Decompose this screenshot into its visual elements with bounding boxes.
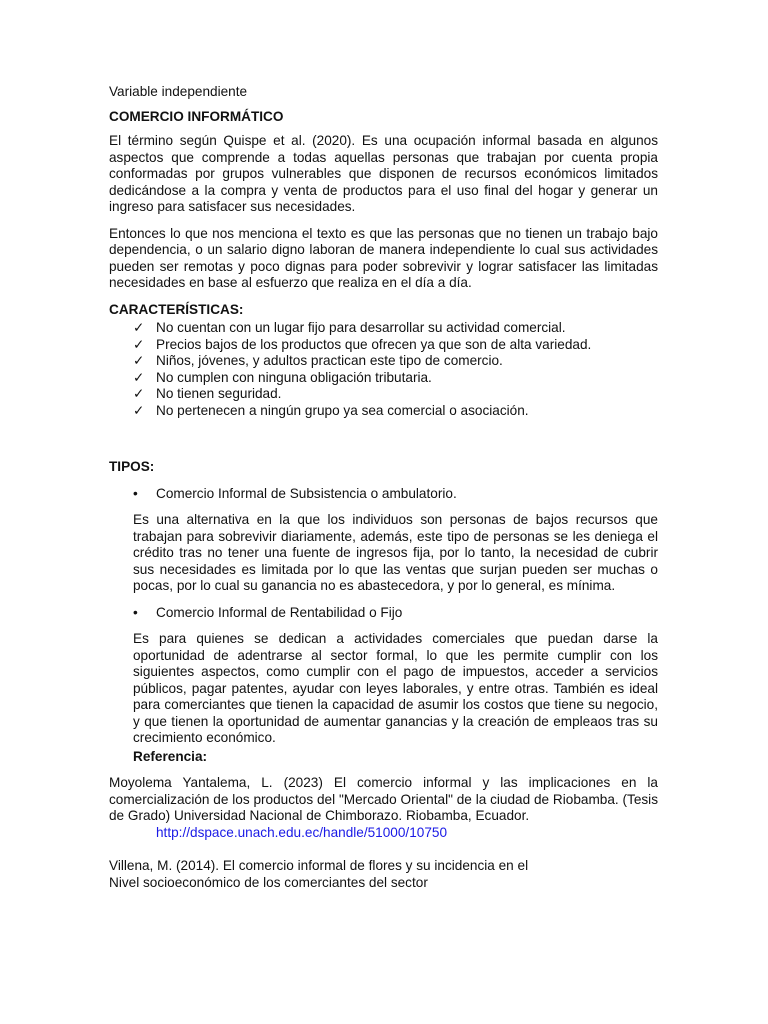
- check-icon: ✓: [133, 369, 145, 385]
- type2-title: • Comercio Informal de Rentabilidad o Fijo: [133, 604, 403, 620]
- list-item: ✓ No tienen seguridad.: [133, 386, 282, 401]
- list-item: ✓ Niños, jóvenes, y adultos practican este tipo de comercio.: [133, 353, 503, 368]
- type1-title: • Comercio Informal de Subsistencia o ambulatorio.: [133, 485, 457, 501]
- type2-description: Es para quienes se dedican a actividades comerciales que puedan darse la oportunidad de adentrarse al sector formal, lo que les permite cumplir con los siguientes aspectos, como cumplir con el pago de impuestos, acceder a servicios públicos, pagar patentes, ayudar con leyes laborales, y entre otras. También es ideal para comerciantes que tienen la capacidad de asumir los costos que tiene su negocio, y que tienen la oportunidad de aumentar ganancias y la creación de empleaos tras su crecimiento económico.: [133, 631, 658, 745]
- list-item: ✓ No cuentan con un lugar fijo para desarrollar su actividad comercial.: [133, 320, 566, 335]
- list-item: ✓ Precios bajos de los productos que ofrecen ya que son de alta variedad.: [133, 336, 592, 352]
- characteristics-list: [109, 320, 658, 419]
- characteristics-heading: CARACTERÍSTICAS:: [109, 301, 244, 317]
- type1-description: Es una alternativa en la que los individuos son personas de bajos recursos que trabajan para sobrevivir diariamente, además, este tipo de personas se les deniega el crédito tras no tener una fuente de ingresos fija, por lo tanto, la necesidad de cubrir sus necesidades es limitada por lo que las ventas que surjan pueden ser muchas o pocas, por lo cual su ganancia no es abastecedora, y por lo general, es mínima.: [133, 512, 658, 593]
- variable-label: Variable independiente: [109, 84, 248, 99]
- list-item: ✓ No cumplen con ninguna obligación tributaria.: [133, 369, 432, 385]
- check-icon: ✓: [133, 320, 145, 335]
- types-heading: TIPOS:: [109, 459, 155, 474]
- second-paragraph: Entonces lo que nos menciona el texto es que las personas que no tienen un trabajo bajo dependencia, o un salario digno laboran de manera independiente lo cual sus actividades pueden ser remotas y poco dignas para poder sobrevivir y lograr satisfacer las limitadas necesidades en base al esfuerzo que realiza en el día a día.: [109, 225, 658, 290]
- check-icon: ✓: [133, 336, 145, 352]
- check-icon: ✓: [133, 402, 145, 418]
- bullet-icon: •: [133, 485, 138, 501]
- bullet-icon: •: [133, 604, 138, 620]
- intro-paragraph: El término según Quispe et al. (2020). Es una ocupación informal basada en algunos aspectos que comprende a todas aquellas personas que trabajan por cuenta propia conformadas por grupos vulnerables que disponen de recursos económicos limitados dedicándose a la compra y venta de productos para el uso final del hogar y generar un ingreso para satisfacer sus necesidades.: [109, 133, 658, 214]
- check-icon: ✓: [133, 353, 145, 368]
- reference-2-line-1: Villena, M. (2014). El comercio informal de flores y su incidencia en el: [109, 858, 529, 873]
- reference-2-line-2: Nivel socioeconómico de los comerciantes del sector: [109, 874, 428, 890]
- check-icon: ✓: [133, 386, 145, 401]
- list-item: ✓ No pertenecen a ningún grupo ya sea comercial o asociación.: [133, 402, 529, 418]
- document-body: [109, 84, 658, 891]
- document-title: COMERCIO INFORMÁTICO: [109, 108, 284, 124]
- reference-heading: Referencia:: [133, 748, 208, 764]
- reference-1-link[interactable]: http://dspace.unach.edu.ec/handle/51000/10750: [156, 824, 447, 840]
- reference-1: Moyolema Yantalema, L. (2023) El comercio informal y las implicaciones en la comercialización de los productos del "Mercado Oriental" de la ciudad de Riobamba. (Tesis de Grado) Universidad Nacional de Chimborazo. Riobamba, Ecuador.: [109, 775, 658, 823]
